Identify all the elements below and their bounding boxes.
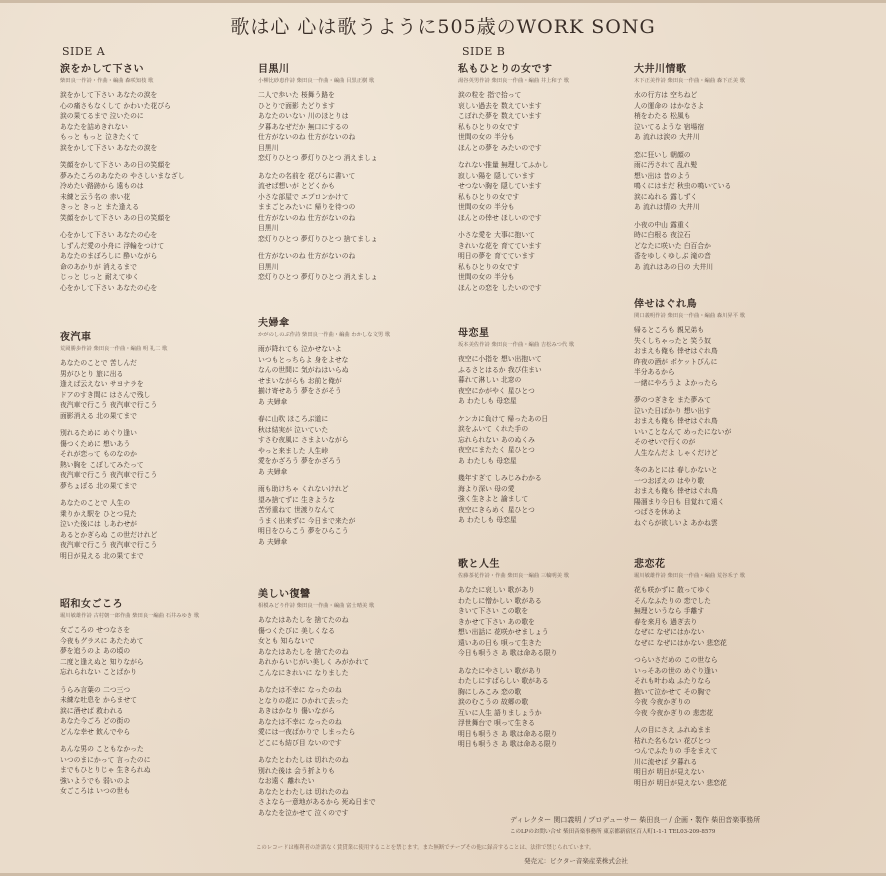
lyric-line: あきはかなり 傷いながら [258, 707, 335, 716]
lyric-line: こぼれた夢を 数えています [458, 112, 542, 121]
lyric-line: 揃け寄せあう 夢をさがそう [258, 387, 342, 396]
lyric-line: 笑顔をかして下さい あの日の笑顔を [60, 161, 171, 170]
lyric-line: 小さな愛を 大事に抱いて [458, 231, 535, 240]
lyric-line: 秋は結実が 泣いていた [258, 425, 329, 434]
lyric-line: 明日の夢を 育てています [458, 252, 535, 261]
lyric-line: ねぐらが欲しいよ あかね雲 [634, 518, 718, 527]
verse [458, 160, 658, 223]
lyric-line: あんな男の こともなかった [60, 745, 144, 754]
lyric-line: 愛をかざろう 夢をかざろう [258, 457, 342, 466]
verse [258, 414, 458, 477]
lyric-line: 冷めたい路跡から 遠ものは [60, 182, 144, 191]
top-edge [0, 0, 886, 3]
lyric-line: 仕方がないのね 仕方がないのね [258, 213, 356, 222]
lyric-line: 世間の女の 半分も [458, 133, 515, 142]
verse [458, 585, 658, 659]
lyric-line: 女とも 知らないで [258, 637, 315, 646]
lyric-line: 望み捨てずに 生きような [258, 495, 335, 504]
verse [60, 358, 260, 421]
lyric-line: あなたのいない 川のほとりは [258, 112, 349, 121]
lyric-line: 香をゆしくゆしぶ 滝の音 [634, 252, 711, 261]
lyric-line: 恋灯りひとつ 夢灯りひとつ 消えましょ [258, 273, 378, 282]
lyric-line: 流せば想いが とどくかも [258, 182, 335, 191]
lyric-line: 明日が 明日が見えない 悲恋花 [634, 778, 727, 787]
lyric-line: わたしにすばらしい 歌がある [458, 677, 549, 686]
lyric-line: おまえも俺も 倖せはぐれ鳥 [634, 347, 718, 356]
lyric-line: 涙の粒を 指で拾って [458, 91, 522, 100]
lyric-line: すさむ夜風に さまよいながら [258, 436, 349, 445]
lyric-line: 小夜の中山 露重く [634, 220, 691, 229]
lyric-line: さよなら一意地があるから 死ぬ日まで [258, 798, 376, 807]
lyric-line: なぜに なぜにはかない [634, 628, 705, 637]
verse [634, 465, 834, 528]
verse [634, 395, 834, 458]
lyric-line: ままごとみたいに 帰りを待つの [258, 203, 356, 212]
lyric-line: 一緒にやろうよ よかったら [634, 378, 718, 387]
verse [458, 230, 658, 293]
verse [258, 484, 458, 547]
lyric-line: そんなふたりの 恋でした [634, 596, 711, 605]
verse [258, 90, 458, 164]
lyric-line: あ 流れは涙の 大井川 [634, 133, 700, 142]
lyric-line: 夜空に小指を 想い出抱いて [458, 355, 542, 364]
lyric-line: 強く生きよと 諭まして [458, 495, 529, 504]
lyric-line: 泣いた後には しあわせが [60, 520, 137, 529]
lyric-line: あ 夫婦傘 [258, 467, 288, 476]
lyric-line: 男がひとり 旅に出る [60, 369, 124, 378]
lyric-line: 今夜もグラスに あたためて [60, 636, 144, 645]
lyric-line: ひとりで面影 たどります [258, 101, 335, 110]
verse [458, 666, 658, 750]
verse [258, 344, 458, 407]
verse [634, 585, 834, 648]
lyric-line: ドアのすき間に はさんで残し [60, 390, 151, 399]
lyric-line: 女ごころは いつの世も [60, 787, 131, 796]
lyric-line: あなたにやさしい 歌があり [458, 666, 542, 675]
verse [60, 744, 260, 797]
lyric-line: なんの世間に 気がねはいらぬ [258, 366, 349, 375]
lyric-line: あなたのまぼろしに 酔いながら [60, 252, 158, 261]
lyric-line: 明日も唄うさ あ 歌は命ある限り [458, 729, 558, 738]
lyric-line: 一つおぼえの はやり歌 [634, 476, 705, 485]
lyric-line: 熱い胸を こぼしてみたって [60, 460, 144, 469]
song-title: 目黒川 [258, 64, 290, 75]
lyric-line: 明日をひらこう 夢をひらこう [258, 527, 349, 536]
lyric-line: あ わたしも 母恋星 [458, 516, 517, 525]
lyric-line: 夢を追うのよ あの頃の [60, 647, 131, 656]
song-credit: かがのしのぶ作詩 柴田良一作曲・編曲 わかしな文男 歌 [258, 332, 391, 338]
lyric-line: 冬のあとには 春しかないと [634, 466, 718, 475]
lyric-line: 私もひとりの女です [458, 122, 520, 131]
lyric-line: 互いに人生 語りましょうか [458, 708, 542, 717]
lyric-line: までもひとりじゃ 生きられぬ [60, 766, 151, 775]
verse [60, 685, 260, 738]
lyric-line: どんな幸せ 飲んでやら [60, 727, 131, 736]
lyric-line: 哀しい過去を 数えています [458, 101, 542, 110]
song-title: 美しい復讐 [258, 589, 311, 600]
lyric-line: 忘れられない ことばかり [60, 668, 137, 677]
lyric-line: きいて下さい この歌を [458, 607, 529, 616]
song-title: 母恋星 [458, 328, 490, 339]
lyric-line: あなたのことで 苦しんだ [60, 359, 137, 368]
song-10 [634, 295, 834, 535]
lyric-line: 涙をかして下さい あなたの涙を [60, 143, 158, 152]
song-title: 倖せはぐれ鳥 [634, 299, 697, 310]
lyric-line: 苦労重ねて 世渡りなんて [258, 506, 335, 515]
lyric-line: 雨に汚されて 乱れ髪 [634, 161, 698, 170]
lyric-line: 世間の女の 半分も [458, 203, 515, 212]
contact-info: このLPのお問い合せ 柴田音楽事務所 東京都新宿区百人町1-1-1 TEL03-209-8579 [510, 829, 716, 835]
lyric-line: あ 流れはあの日の 大井川 [634, 262, 714, 271]
lyric-line: 人の運命の はかなさよ [634, 101, 705, 110]
lyric-line: 今夜 今夜かぎりの [634, 698, 691, 707]
lyric-line: 陽溜まり今日も 目覚れて遠く [634, 497, 725, 506]
lyric-line: うらみ言葉の 二つ三つ [60, 685, 131, 694]
lyric-line: いっそあの世の めぐり逢い [634, 666, 718, 675]
lyric-line: となりの花に ひかれて去った [258, 696, 349, 705]
verse [60, 428, 260, 491]
lyric-line: 雨も助けちゃ くれないけれど [258, 485, 349, 494]
song-1 [60, 328, 260, 568]
song-title: 私もひとりの女です [458, 64, 553, 75]
lyric-line: 梢をわたる 松風も [634, 112, 691, 121]
lyric-line: 夜空にまたたく 星ひとつ [458, 446, 535, 455]
lyric-line: 明日も唄うさ あ 歌は命ある限り [458, 740, 558, 749]
lyric-line: あなたとわたしは 切れたのね [258, 756, 349, 765]
song-credit: 小柳比砂恵作詩 柴田良一作曲・編曲 目黒正樹 歌 [258, 78, 375, 84]
lyric-line: おまえも俺も 倖せはぐれ鳥 [634, 417, 718, 426]
lyric-line: 鳴くにはまだ 秋虫の鳴いている [634, 182, 732, 191]
lyric-line: 夕暮あなぜだか 無口にするの [258, 122, 349, 131]
lyric-line: いつのまにかって 言ったのに [60, 755, 151, 764]
lyric-line: それが恋って ものなのか [60, 450, 137, 459]
lyric-line: つらいさだめの この世なら [634, 656, 718, 665]
lyric-line: 海より深い 母の愛 [458, 484, 515, 493]
lyric-line: ほんとの倖せ ほしいのです [458, 213, 542, 222]
lyric-line: 二人で歩いた 桜舞う路を [258, 91, 335, 100]
song-9 [634, 60, 834, 279]
verse [258, 171, 458, 245]
lyric-line: 逢えば云えない サヨナラを [60, 380, 144, 389]
lyric-line: あれからいじがい美しく みがかれて [258, 658, 369, 667]
song-credit: 湯谷英男作詩 柴田良一作曲・編曲 井上和子 歌 [458, 78, 569, 84]
lyric-line: あなたとわたしは 切れたのね [258, 787, 349, 796]
lyric-line: 明日が見える 北の果てまで [60, 551, 144, 560]
lyric-line: 愛には一夜ばかりで しまったら [258, 728, 356, 737]
lyric-line: きれいな花を 育てています [458, 241, 542, 250]
lyric-line: 今夜 今夜かぎりの 悲恋花 [634, 708, 714, 717]
lyric-line: ほんとの夢を みたいのです [458, 143, 542, 152]
lyric-line: ふるさとはるか 我び住まい [458, 365, 542, 374]
lyric-line: そのせいで行くのが [634, 438, 696, 447]
lyric-line: 目黒川 [258, 224, 279, 233]
song-title: 悲恋花 [634, 559, 666, 570]
lyric-line: 世間の女の 半分も [458, 273, 515, 282]
lyric-line: 恋に狂いし 朝顔の [634, 150, 691, 159]
lyric-line: 二度と逢えぬと 知りながら [60, 657, 144, 666]
lyric-line: 無理というなら 手離す [634, 607, 705, 616]
lyric-line: 暮れて淋しい 北窓の [458, 376, 522, 385]
lyric-line: しずんだ愛の小舟に 浮輪をつけて [60, 241, 165, 250]
lyric-line: あなたのことで 人生の [60, 499, 131, 508]
lyric-line: せつない胸を 隠しています [458, 182, 542, 191]
lyric-line: 忘れられない あのぬくみ [458, 435, 535, 444]
lyric-line: こんなにきれいに なりました [258, 668, 349, 677]
lyric-line: あなたはあたしを 捨てたのね [258, 616, 349, 625]
lyric-line: やっと来ました 人生峠 [258, 446, 329, 455]
lyric-line: あなたに哀しい 歌があり [458, 586, 535, 595]
lyric-line: 目黒川 [258, 262, 279, 271]
lyric-line: 私もひとりの女です [458, 192, 520, 201]
side-a-label: SIDE A [62, 45, 106, 58]
lyric-line: 夢ちょぼる 北の果てまで [60, 481, 137, 490]
lyric-line: 浮世舞台で 唄って生きる [458, 719, 535, 728]
lyric-line: 小さな部屋で エプロンかけて [258, 192, 349, 201]
song-3 [258, 60, 458, 290]
lyric-line: 泣いた日ばかり 想い出す [634, 406, 711, 415]
verse [60, 230, 260, 293]
lyric-line: きっと きっと また逢える [60, 203, 140, 212]
lyric-line: 想い出は 昔のよう [634, 171, 691, 180]
lyric-line: 涙のむこうの 故郷の歌 [458, 698, 529, 707]
lyric-line: 雨が降れても 泣かせないよ [258, 345, 342, 354]
song-title: 大井川情歌 [634, 64, 687, 75]
song-title: 歌と人生 [458, 559, 500, 570]
lyric-line: あなたは不幸に なったのね [258, 686, 342, 695]
lyric-line: 遠いあの日も 唄って生きた [458, 638, 542, 647]
lyric-line: あ わたしも 母恋星 [458, 397, 517, 406]
lyric-line: あなたの名前を 花びらに書いて [258, 171, 356, 180]
lyric-line: 花も咲かずに 散ってゆく [634, 586, 711, 595]
lyric-line: あなたを泣かせて 泣くのです [258, 808, 349, 817]
verse [60, 498, 260, 561]
lyric-line: 夢みたころのあなたの やさしいまなざし [60, 171, 185, 180]
publisher: 発売元：ビクター音楽産業株式会社 [524, 857, 628, 865]
lyric-line: 胸にしみこみ 恋の歌 [458, 687, 522, 696]
lyric-line: 泣いてるような 宿場宿 [634, 122, 705, 131]
song-title: 昭和女ごころ [60, 599, 123, 610]
verse [258, 685, 458, 748]
lyric-line: 強いようでも 弱いのよ [60, 776, 131, 785]
verse [634, 90, 834, 143]
lyric-line: 涙の果てるまで 泣いたのに [60, 112, 144, 121]
lyric-line: おまえも俺も 倖せはぐれ鳥 [634, 487, 718, 496]
lyric-line: 笑顔をかして下さい あの日の笑顔を [60, 213, 171, 222]
lyric-line: それも叶わぬ ふたりなら [634, 677, 711, 686]
song-credit: 柴田良一作詩・作曲・編曲 森咲知枝 歌 [60, 78, 154, 84]
lyric-line: 心の痛さもなくして かわいた花びら [60, 101, 171, 110]
lyric-line: 心をかして下さい あなたの心を [60, 231, 158, 240]
lyric-line: あ わたしも 母恋星 [458, 456, 517, 465]
lyric-line: 涙をふいて くれた手の [458, 425, 529, 434]
song-11 [634, 555, 834, 795]
staff-credits: ディレクター 関口義明 / プロデューサー 柴田良一 / 企画・製作 柴田音楽事務所 [510, 816, 761, 824]
lyric-line: じっと じっと 耐えてゆく [60, 273, 140, 282]
song-credit: 佐藤茶花作詩・作曲 柴田良一編曲 三輪明美 歌 [458, 573, 569, 579]
song-6 [458, 60, 658, 300]
lyric-line: 乗りかえ駅を ひとつ見た [60, 509, 137, 518]
verse [258, 251, 458, 283]
lyric-line: 恋灯りひとつ 夢灯りひとつ 消えましょ [258, 154, 378, 163]
lyric-line: 幾年すぎて しみじみわかる [458, 474, 542, 483]
song-credit: 堀川敏雄作詩 古村朝一郎作曲 柴田良一編曲 石井みゆき 歌 [60, 613, 200, 619]
lyric-line: つんでふたりの 手をまえて [634, 747, 718, 756]
lyric-line: 目黒川 [258, 143, 279, 152]
verse [60, 160, 260, 223]
song-credit: 堀川敏雄作詩 柴田良一作曲・編曲 荒谷禾子 歌 [634, 573, 745, 579]
song-8 [458, 555, 658, 757]
lyric-line: 今日も唄うさ あ 歌は命ある限り [458, 649, 558, 658]
song-title: 夜汽車 [60, 332, 92, 343]
lyric-line: 抱いて泣かせて その胸で [634, 687, 711, 696]
lyric-line: 人の目にさえ ふれぬまま [634, 726, 711, 735]
lyric-line: あなたを詰めきれない [60, 122, 128, 131]
lyric-line: 別れた後は 会う折よりも [258, 766, 335, 775]
lyric-line: 明日が 明日が見えない [634, 768, 705, 777]
lyric-line: 傷つくたびに 美しくなる [258, 626, 335, 635]
lyric-line: 帰るところも 親兄弟も [634, 326, 705, 335]
lyric-line: いいことなんて めったにないが [634, 427, 732, 436]
lyric-line: 女ごころの せつなさを [60, 626, 131, 635]
song-2 [60, 595, 260, 804]
song-credit: 荒岡勝歩作詩 柴田良一作曲・編曲 明 礼二 歌 [60, 346, 168, 352]
song-credit: 坂本美佐作詩 柴田良一作曲・編曲 吉松みつ代 歌 [458, 342, 575, 348]
lyric-line: なお遠く 離れたい [258, 777, 315, 786]
lyric-line: あ 夫婦傘 [258, 397, 288, 406]
lyric-line: 人生なんだよ しゃくだけど [634, 448, 718, 457]
song-5 [258, 585, 458, 825]
song-credit: 関口義明作詩 柴田良一作曲・編曲 森川昇平 歌 [634, 313, 745, 319]
lyric-line: 心をかして下さい あなたの心を [60, 283, 158, 292]
lyric-line: 半分あるから [634, 368, 675, 377]
lyric-line: 時に白根る 夜泣石 [634, 231, 691, 240]
lyric-line: 涙をかして下さい あなたの涙を [60, 91, 158, 100]
verse [258, 755, 458, 818]
lyric-line: ケンカに負けて 帰ったあの日 [458, 414, 549, 423]
lyric-line: 命のあかりが 消えるまで [60, 262, 137, 271]
lyric-line: ほんとの恋を したいのです [458, 283, 542, 292]
lyric-line: 川に流せば 夕暮れる [634, 757, 698, 766]
verse [634, 220, 834, 273]
lyric-line: 夜空にかがやく 星ひとつ [458, 386, 535, 395]
verse [458, 90, 658, 153]
verse [258, 615, 458, 678]
lyric-line: 別れるために めぐり逢い [60, 429, 137, 438]
verse [634, 150, 834, 213]
lyric-line: つばさを休めよ [634, 508, 682, 517]
lyric-line: なれない推量 無理してふかし [458, 161, 549, 170]
lyric-line: なぜに なぜにはかない 悲恋花 [634, 638, 727, 647]
verse [634, 655, 834, 718]
lyric-line: 水の行方は 空ちねど [634, 91, 698, 100]
lyric-line: あ 流れは情の 大井川 [634, 203, 700, 212]
lyric-line: もっと もっと 泣きたくて [60, 133, 140, 142]
lyric-line: 恋灯りひとつ 夢灯りひとつ 捨てましょ [258, 234, 378, 243]
lyric-line: 夜汽車で行こう 夜汽車で行こう [60, 401, 158, 410]
lyric-line: 仕方がないのね 仕方がないのね [258, 252, 356, 261]
verse [634, 725, 834, 788]
lyric-line: 枯れた名もない 花びとつ [634, 736, 711, 745]
lyric-line: 春に山吹 ほころぶ道に [258, 415, 329, 424]
verse [60, 625, 260, 678]
lyric-line: いつもとっちらよ 身をよせな [258, 355, 349, 364]
song-4 [258, 314, 458, 554]
lyric-line: 失くしちゃったと 笑う奴 [634, 336, 711, 345]
song-credit: 木下正美作詩 柴田良一作曲・編曲 森下正美 歌 [634, 78, 745, 84]
lyric-line: せまいながらも お前と俺が [258, 376, 342, 385]
lyric-line: 涙に酒せば 救われる [60, 706, 124, 715]
side-b-label: SIDE B [462, 45, 506, 58]
lyric-line: あるとかぎらぬ この世だけれど [60, 530, 158, 539]
lyric-line: 春を来月も 過ぎ去り [634, 617, 698, 626]
lyric-line: きかせて下さい あの歌を [458, 617, 535, 626]
lyric-line: あなたはあたしを 捨てたのね [258, 647, 349, 656]
lyric-line: うまく出来ずに 今日まで来たが [258, 516, 356, 525]
song-credit: 相模みどり作詩 柴田良一作曲・編曲 富士晴美 歌 [258, 603, 375, 609]
lyric-line: どなたに咲いた 白百合か [634, 241, 711, 250]
lyric-line: 想い出話に 花咲かせましょう [458, 628, 549, 637]
lyric-line: どこにも結び目 ないのです [258, 738, 342, 747]
lyric-line: 夢のつぎきを また夢みて [634, 396, 711, 405]
lyric-line: 夜汽車で行こう 夜汽車で行こう [60, 471, 158, 480]
song-0 [60, 60, 260, 300]
lyric-line: 昨夜の酒が ポケットびんに [634, 357, 718, 366]
lyric-line: 傷つくために 想いあう [60, 439, 131, 448]
lyric-line: わたしに憎かしい 歌がある [458, 596, 542, 605]
verse [458, 473, 658, 526]
verse [634, 325, 834, 388]
verse [458, 354, 658, 407]
album-title: 歌は心 心は歌うように505歳のWORK SONG [230, 16, 656, 38]
song-title: 涙をかして下さい [60, 64, 144, 75]
verse [60, 90, 260, 153]
lyric-line: 夜空にきらめく 星ひとつ [458, 505, 535, 514]
lyric-line: 涙にぬれる 露しずく [634, 192, 698, 201]
lyric-line: あなたは不幸に なったのね [258, 717, 342, 726]
song-7 [458, 324, 658, 533]
lyric-line: 夜汽車で行こう 夜汽車で行こう [60, 541, 158, 550]
song-title: 夫婦傘 [258, 318, 290, 329]
lyric-line: 寂しい陽を 隠しています [458, 171, 535, 180]
lyric-line: 私もひとりの女です [458, 262, 520, 271]
lyric-line: 未練と云う名の 赤い花 [60, 192, 131, 201]
verse [458, 414, 658, 467]
lyric-line: 仕方がないのね 仕方がないのね [258, 133, 356, 142]
lyric-line: 未練な吐息を からませて [60, 696, 137, 705]
lyric-line: あ 夫婦傘 [258, 537, 288, 546]
lyric-line: あなた今ごろ どの街の [60, 717, 131, 726]
copyright-notice: このレコードは権利者の許諾なく賃貸業に使用することを禁じます。また無断でテープその他に録音することは、法律で禁じられています。 [256, 845, 595, 851]
lyric-line: 面影消える 北の果てまで [60, 411, 137, 420]
